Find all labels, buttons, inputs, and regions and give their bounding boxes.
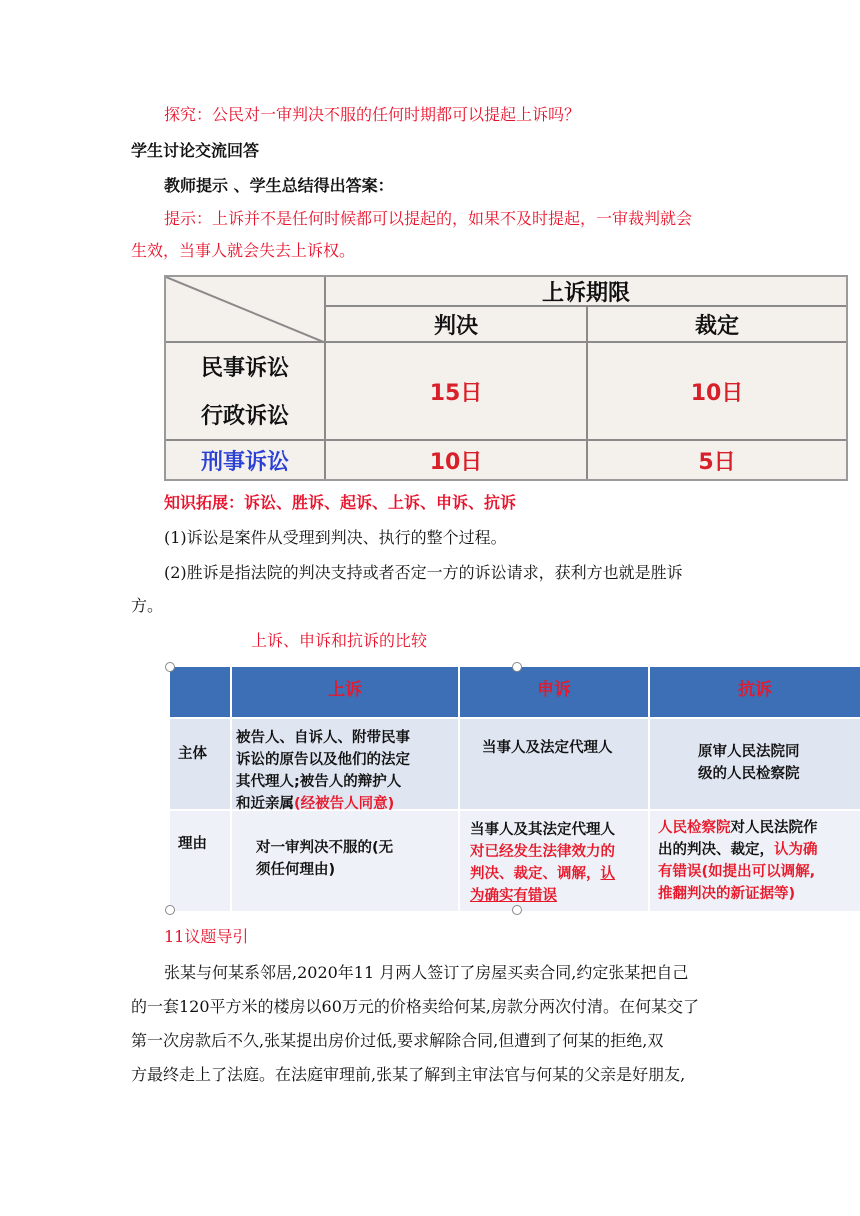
- reason-protest-line-1: 人民检察院对人民法院作: [658, 820, 818, 836]
- appeal-period-header: 上诉期限: [541, 280, 630, 306]
- issue-title: 11议题导引: [164, 927, 249, 946]
- header-protest: 抗诉: [650, 667, 860, 717]
- item-1: (1)诉讼是案件从受理到判决、执行的整个过程。: [164, 528, 507, 547]
- criminal-ruling-value: 5日: [698, 449, 736, 475]
- col-ruling: 裁定: [694, 313, 739, 339]
- case-line-2: 的一套120平方米的楼房以60万元的价格卖给何某,房款分两次付清。在何某交了: [131, 997, 699, 1016]
- comparison-table: [170, 667, 860, 911]
- resize-handle-bottom-left[interactable]: [165, 905, 175, 915]
- resize-handle-top-left[interactable]: [165, 662, 175, 672]
- reason-protest-line-3: 有错误(如提出可以调解,: [658, 864, 816, 880]
- reason-protest-line-2: 出的判决、裁定，认为确: [658, 842, 818, 858]
- diagonal-line: [166, 277, 326, 343]
- reason-petition-line-1: 当事人及其法定代理人: [470, 822, 615, 838]
- reason-protest-line-4: 推翻判决的新证据等): [658, 886, 796, 902]
- row-subject-label: 主体: [178, 746, 207, 762]
- reason-appeal-line-2: 须任何理由): [256, 862, 336, 878]
- row-reason-label: 理由: [178, 836, 207, 852]
- explore-question: 探究：公民对一审判决不服的任何时期都可以提起上诉吗？: [164, 105, 581, 124]
- row-admin: 行政诉讼: [200, 403, 289, 429]
- subject-appeal-line-1: 被告人、自诉人、附带民事: [236, 730, 410, 746]
- subject-protest-line-2: 级的人民检察院: [698, 766, 800, 782]
- teacher-hint-text: 教师提示 、学生总结得出答案：: [164, 176, 394, 195]
- reason-petition-line-4: 为确实有错误: [470, 888, 557, 904]
- appeal-period-table: [164, 275, 848, 481]
- header-appeal: 上诉: [232, 667, 458, 717]
- compare-title: 上诉、申诉和抗诉的比较: [251, 631, 428, 650]
- reason-appeal-line-1: 对一审判决不服的(无: [256, 840, 394, 856]
- civil-admin-ruling-value: 10日: [690, 380, 744, 406]
- resize-handle-top-middle[interactable]: [512, 662, 522, 672]
- hint-line-1: 提示：上诉并不是任何时候都可以提起的，如果不及时提起，一审裁判就会: [164, 209, 693, 228]
- col-judgment: 判决: [433, 313, 478, 339]
- resize-handle-bottom-middle[interactable]: [512, 905, 522, 915]
- reason-petition-line-2: 对已经发生法律效力的: [470, 844, 615, 860]
- knowledge-heading: 知识拓展：诉讼、胜诉、起诉、上诉、申诉、抗诉: [164, 493, 517, 512]
- subject-appeal-line-4: 和近亲属(经被告人同意): [236, 796, 395, 812]
- reason-petition-line-3: 判决、裁定、调解，认: [470, 866, 615, 882]
- civil-admin-judgment-value: 15日: [429, 380, 483, 406]
- header-petition: 申诉: [460, 667, 648, 717]
- row-civil: 民事诉讼: [200, 355, 289, 381]
- subject-appeal-line-3: 其代理人;被告人的辩护人: [236, 774, 402, 790]
- item-2-line-2: 方。: [131, 596, 164, 615]
- item-2-line-1: (2)胜诉是指法院的判决支持或者否定一方的诉讼请求，获利方也就是胜诉: [164, 563, 683, 582]
- case-line-3: 第一次房款后不久,张某提出房价过低,要求解除合同,但遭到了何某的拒绝,双: [131, 1031, 664, 1050]
- subject-petition: 当事人及法定代理人: [482, 740, 613, 756]
- criminal-judgment-value: 10日: [429, 449, 483, 475]
- hint-line-2: 生效，当事人就会失去上诉权。: [131, 241, 356, 260]
- discussion-text: 学生讨论交流回答: [131, 141, 260, 160]
- subject-appeal-line-2: 诉讼的原告以及他们的法定: [236, 752, 410, 768]
- subject-protest-line-1: 原审人民法院同: [698, 744, 800, 760]
- case-line-4: 方最终走上了法庭。在法庭审理前,张某了解到主审法官与何某的父亲是好朋友,: [131, 1065, 686, 1084]
- row-criminal: 刑事诉讼: [200, 449, 289, 475]
- case-line-1: 张某与何某系邻居,2020年11 月两人签订了房屋买卖合同,约定张某把自己: [164, 963, 689, 982]
